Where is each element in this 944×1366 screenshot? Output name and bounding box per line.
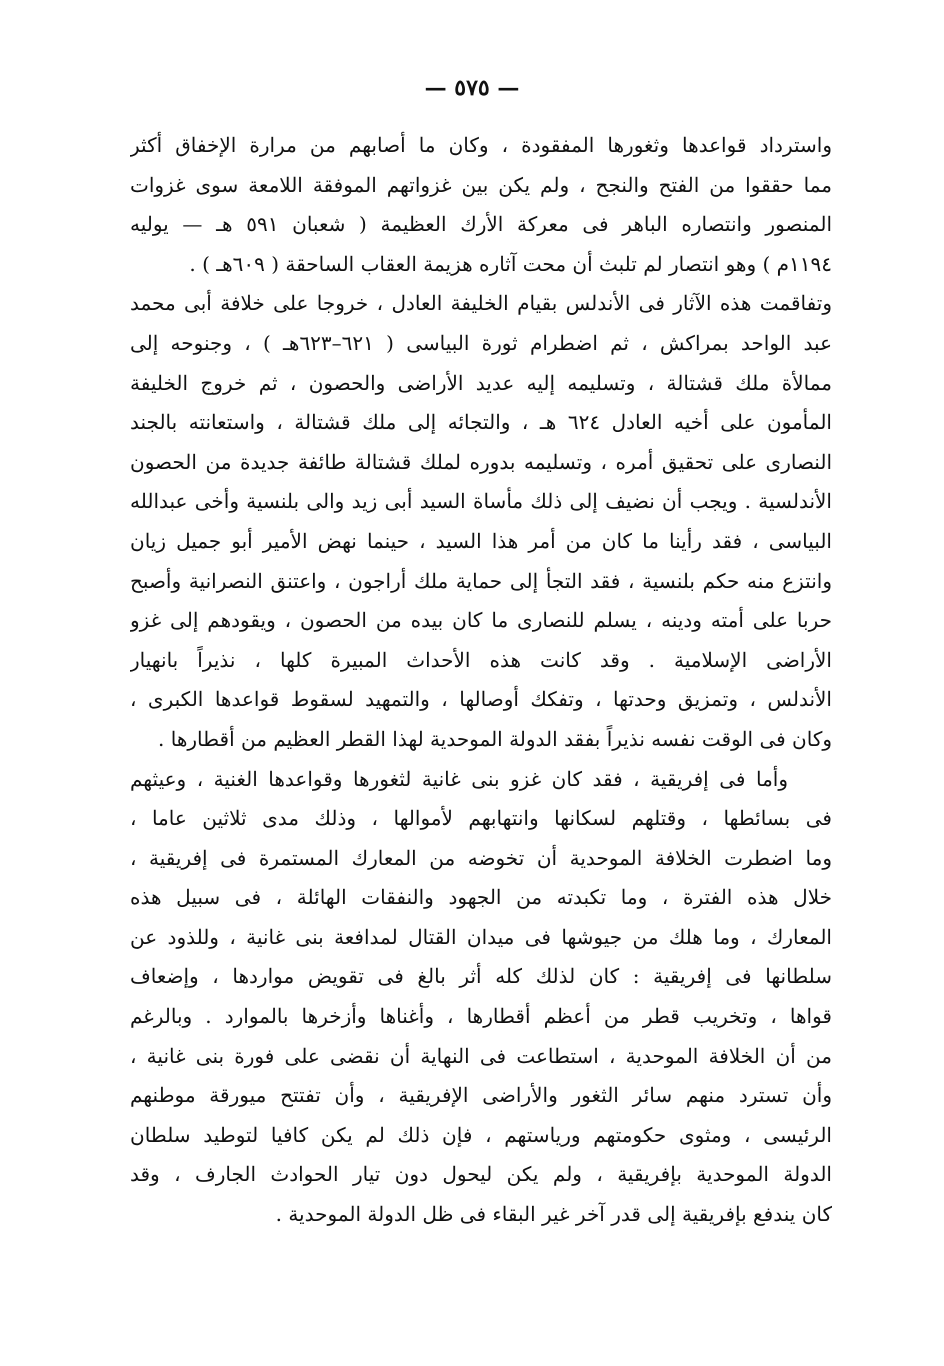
text-line: الأراضى الإسلامية . وقد كانت هذه الأحداث المبيرة كلها ، نذيراً بانهيار bbox=[130, 647, 832, 672]
text-line: الأندلسية . ويجب أن نضيف إلى ذلك مأساة السيد أبى زيد والى بلنسية وأخى عبدالله bbox=[130, 489, 832, 514]
text-line: حربا على أمته ودينه ، يسلم للنصارى ما كان بيده من الحصون ، ويقودهم إلى غزو bbox=[130, 608, 832, 633]
text-line: الأندلس ، وتمزيق وحدتها ، وتفكك أوصالها ، والتمهيد لسقوط قواعدها الكبرى ، bbox=[130, 687, 832, 712]
text-line: المعارك ، وما هلك من جيوشها فى ميدان القتال لمدافعة بنى غانية ، وللذود عن bbox=[130, 924, 832, 949]
text-line: ١١٩٤م ) وهو انتصار لم تلبث أن محت آثاره هزيمة العقاب الساحقة ( ٦٠٩هـ ) . bbox=[189, 251, 832, 276]
text-line: مما حققوا من الفتح والنجح ، ولم يكن بين غزواتهم الموفقة اللامعة سوى غزوات bbox=[130, 172, 832, 197]
page-number: — ٥٧٥ — bbox=[424, 75, 520, 101]
text-line: وتفاقمت هذه الآثار فى الأندلس بقيام الخليفة العادل ، خروجا على خلافة أبى محمد bbox=[130, 291, 832, 316]
text-line: واسترداد قواعدها وثغورها المفقودة ، وكان ما أصابهم من مرارة الإخفاق أكثر bbox=[130, 133, 832, 157]
text-line: عبد الواحد بمراكش ، ثم اضطرام ثورة البياسى ( ٦٢١–٦٢٣هـ ) ، وجنوحه إلى bbox=[130, 330, 832, 355]
text-line: وانتزع منه حكم بلنسية ، فقد التجأ إلى حماية ملك أراجون ، واعتنق النصرانية وأصبح bbox=[130, 568, 832, 593]
text-line: البياسى ، فقد رأينا ما كان من أمر هذا السيد ، حينما نهض الأمير أبو جميل زيان bbox=[130, 528, 832, 553]
text-line: النصارى على تحقيق أمره ، وتسليمه بدوره لملك قشتالة طائفة جديدة من الحصون bbox=[130, 449, 832, 474]
paragraph-1 bbox=[130, 126, 832, 284]
text-line: وأما فى إفريقية ، فقد كان غزو بنى غانية لثغورها وقواعدها الغنية ، وعيثهم bbox=[130, 766, 788, 791]
text-line: خلال هذه الفترة ، وما تكبدته من الجهود والنفقات الهائلة ، فى سبيل هذه bbox=[130, 885, 832, 910]
text-line: قواها ، وتخريب قطر من أعظم أقطارها ، وأغناها وأزخرها بالموارد . وبالرغم bbox=[130, 1004, 832, 1029]
text-line: وما اضطرت الخلافة الموحدية أن تخوضه من المعارك المستمرة فى إفريقية ، bbox=[130, 845, 832, 870]
text-line: ممالأة ملك قشتالة ، وتسليمه إليه عديد الأراضى والحصون ، ثم خروج الخليفة bbox=[130, 370, 832, 395]
text-line: الرئيسى ، ومثوى حكومتهم ورياستهم ، فإن ذلك لم يكن كافيا لتوطيد سلطان bbox=[130, 1122, 832, 1147]
text-line: فى بسائطها ، وقتلهم لسكانها وانتهابهم لأموالها ، وذلك مدى ثلاثين عاما ، bbox=[130, 806, 832, 831]
text-line: المنصور وانتصاره الباهر فى معركة الأرك العظيمة ( شعبان ٥٩١ هـ — يوليه bbox=[130, 212, 832, 237]
text-line: المأمون على أخيه العادل ٦٢٤ هـ ، والتجائه إلى ملك قشتالة ، واستعانته بالجند bbox=[130, 410, 832, 435]
paragraph-3 bbox=[130, 760, 832, 1235]
paragraph-2 bbox=[130, 284, 832, 759]
text-line: من أن الخلافة الموحدية ، استطاعت فى النهاية أن نقضى على فورة بنى غانية ، bbox=[130, 1043, 832, 1068]
text-line: كان يندفع بإفريقية إلى قدر آخر غير البقاء فى ظل الدولة الموحدية . bbox=[275, 1202, 832, 1227]
text-line: وأن تسترد منهم سائر الثغور والأراضى الإفريقية ، وأن تفتتح ميورقة موطنهم bbox=[130, 1083, 832, 1108]
text-line: سلطانها فى إفريقية : كان لذلك كله أثر بالغ فى تقويض مواردها ، وإضعاف bbox=[130, 964, 832, 989]
text-line: وكان فى الوقت نفسه نذيراً بفقد الدولة الموحدية لهذا القطر العظيم من أقطارها . bbox=[158, 726, 832, 751]
body-text bbox=[130, 126, 832, 1235]
text-line: الدولة الموحدية بإفريقية ، ولم يكن ليحول دون تيار الحوادث الجارف ، وقد bbox=[130, 1162, 832, 1187]
